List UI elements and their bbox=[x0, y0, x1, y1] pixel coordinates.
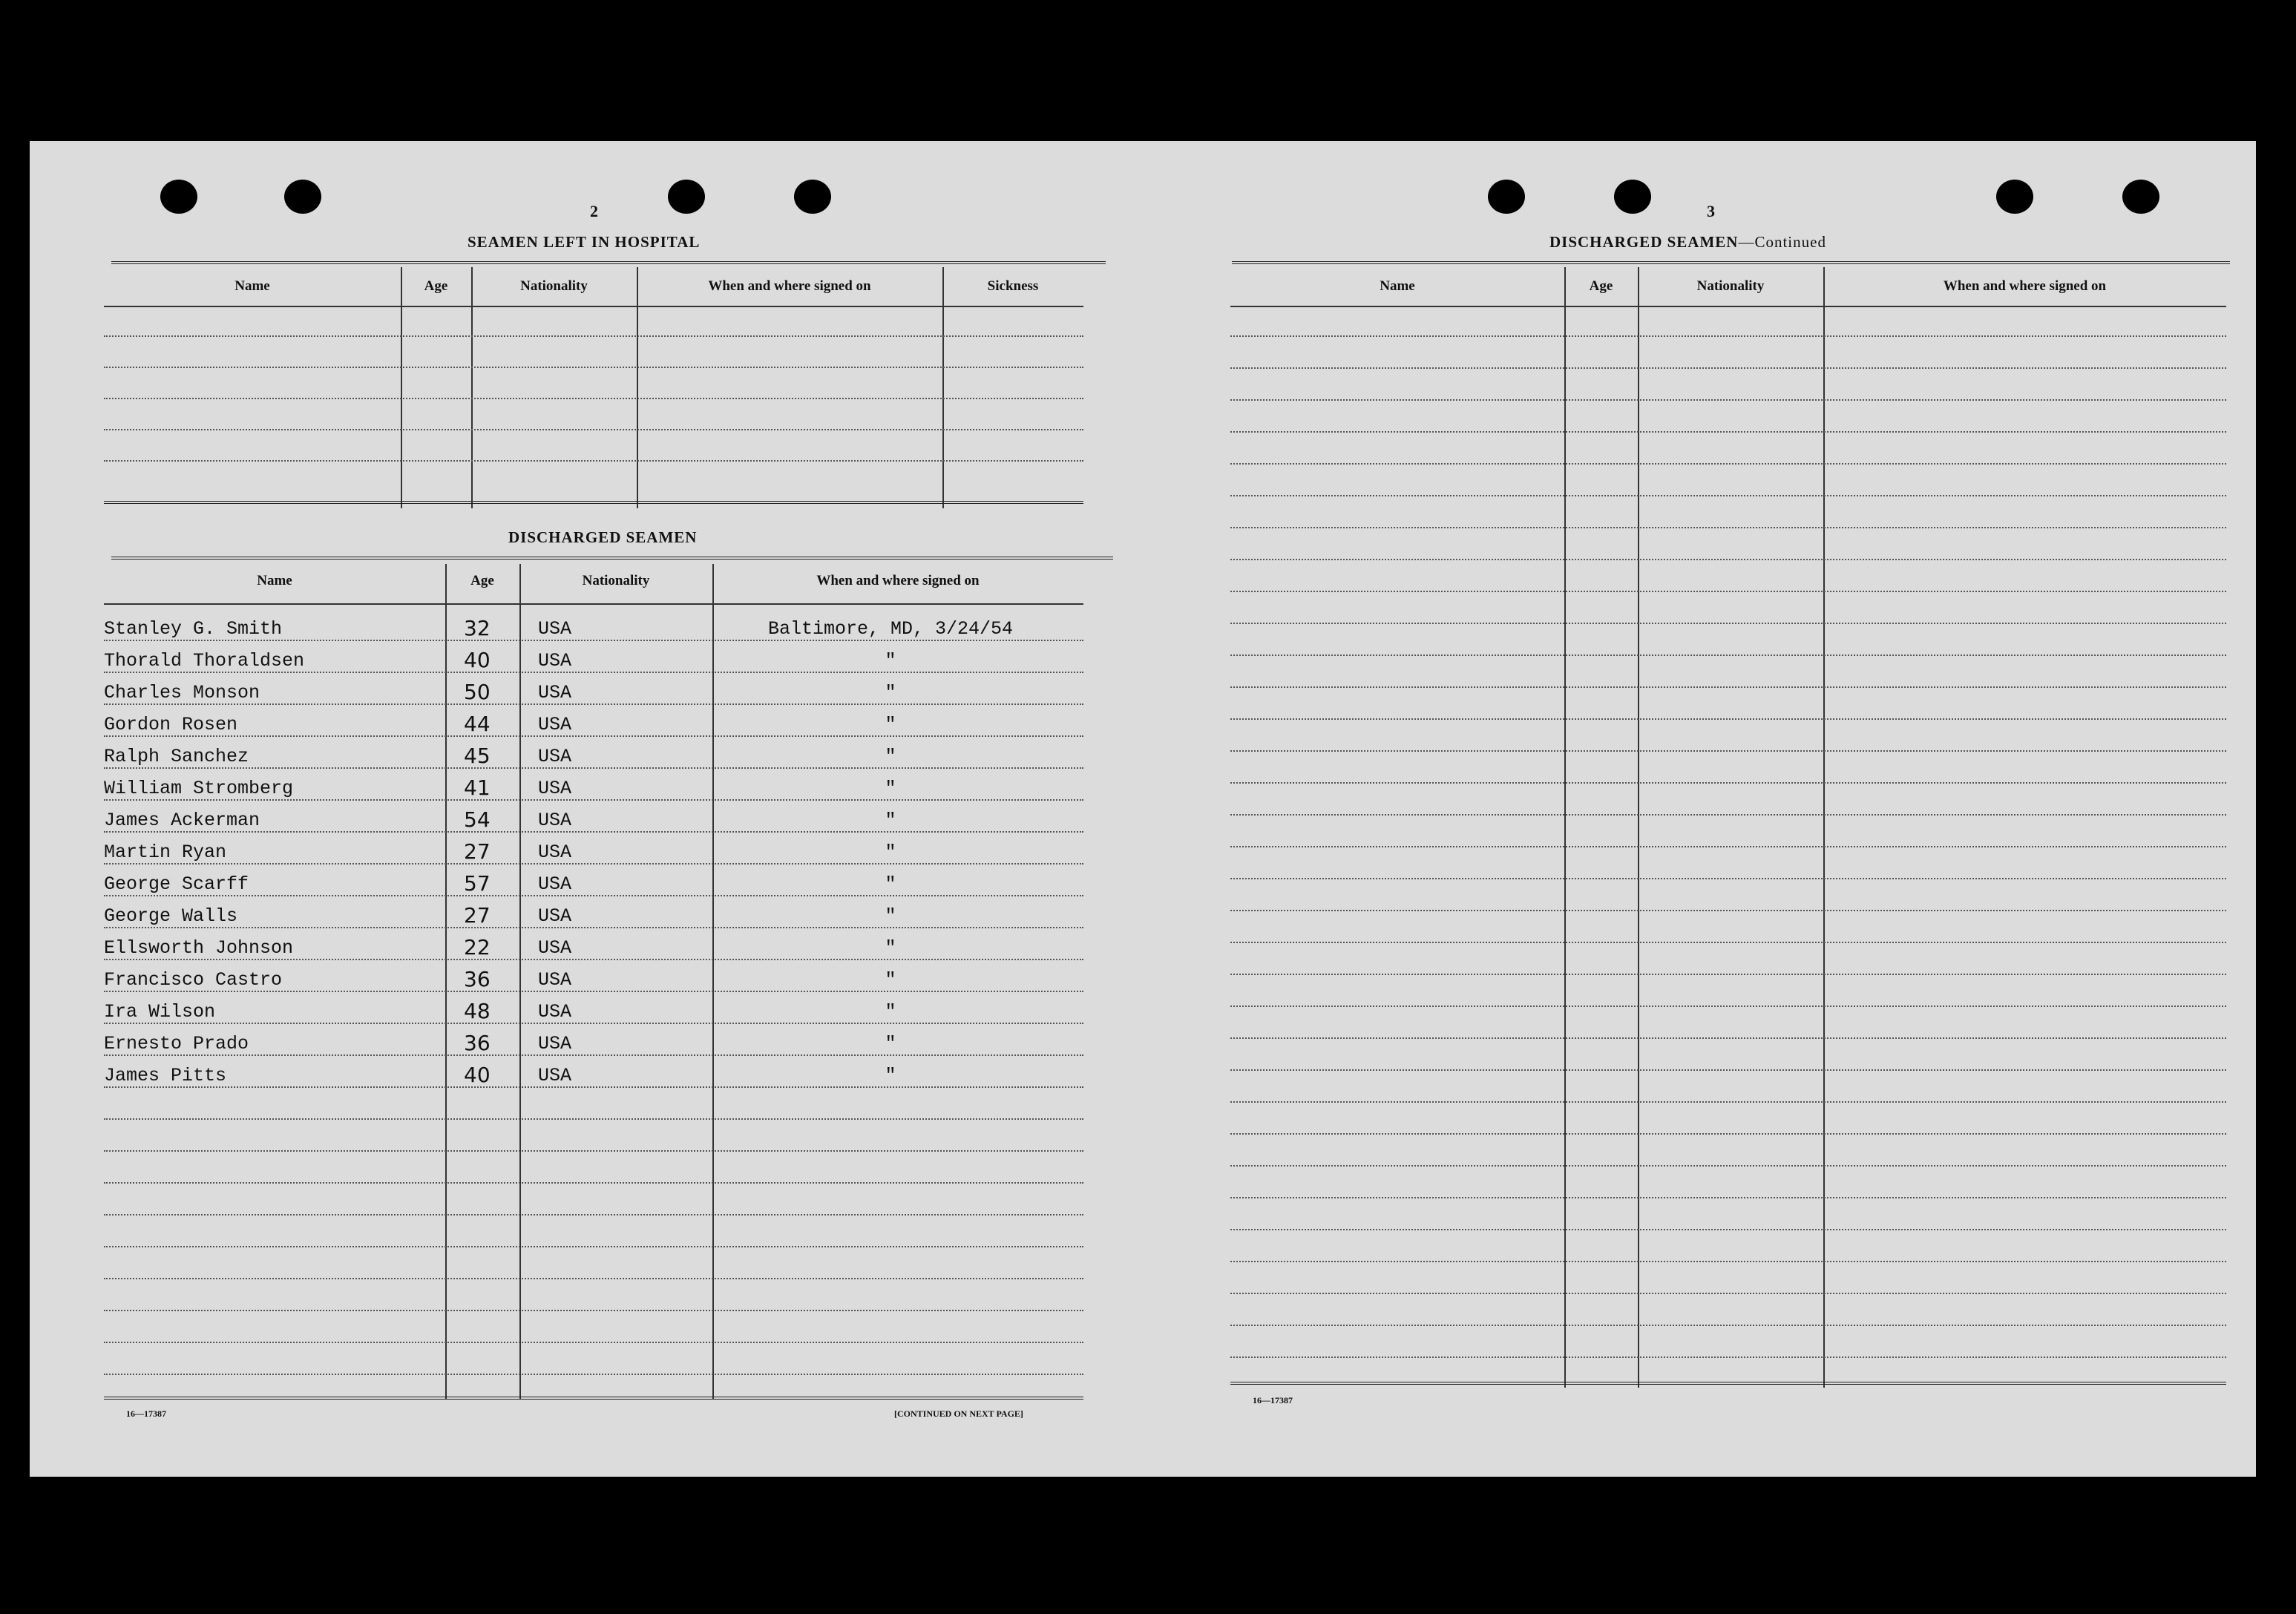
seaman-name: Charles Monson bbox=[104, 682, 260, 703]
seaman-signed-on: " bbox=[885, 746, 896, 767]
row-rule bbox=[104, 1310, 1083, 1311]
seaman-nationality: USA bbox=[538, 1001, 572, 1023]
seaman-age: 50 bbox=[464, 680, 491, 704]
page-number-left: 2 bbox=[590, 202, 598, 220]
form-number-right: 16—17387 bbox=[1253, 1395, 1293, 1405]
seaman-nationality: USA bbox=[538, 937, 572, 959]
row-rule bbox=[104, 398, 1083, 399]
row-rule bbox=[104, 959, 1083, 960]
row-rule bbox=[104, 429, 1083, 430]
row-rule bbox=[104, 1150, 1083, 1152]
row-rule bbox=[1230, 750, 2226, 752]
seaman-name: Ira Wilson bbox=[104, 1001, 216, 1023]
seaman-signed-on: " bbox=[885, 842, 896, 863]
column-header: Age bbox=[424, 278, 448, 294]
seaman-signed-on: " bbox=[885, 873, 896, 895]
seaman-signed-on: " bbox=[885, 1065, 896, 1086]
row-rule bbox=[104, 927, 1083, 928]
punch-hole bbox=[2122, 180, 2159, 214]
row-rule bbox=[104, 1342, 1083, 1343]
seaman-age: 36 bbox=[464, 967, 491, 991]
column-header: When and where signed on bbox=[1943, 278, 2107, 294]
row-rule bbox=[104, 1118, 1083, 1120]
seaman-name: Martin Ryan bbox=[104, 842, 227, 863]
row-rule bbox=[1230, 718, 2226, 720]
punch-hole bbox=[284, 180, 321, 214]
column-header: When and where signed on bbox=[816, 573, 980, 588]
column-divider bbox=[471, 267, 473, 508]
row-rule bbox=[1230, 431, 2226, 433]
column-header: Sickness bbox=[987, 278, 1039, 294]
column-divider bbox=[942, 267, 944, 508]
seaman-nationality: USA bbox=[538, 842, 572, 863]
seaman-age: 54 bbox=[464, 807, 491, 832]
seaman-nationality: USA bbox=[538, 778, 572, 799]
punch-hole bbox=[1614, 180, 1651, 214]
column-header: Nationality bbox=[582, 573, 650, 588]
seaman-name: Ralph Sanchez bbox=[104, 746, 249, 767]
seaman-name: William Stromberg bbox=[104, 778, 294, 799]
row-rule bbox=[104, 1182, 1083, 1184]
row-rule bbox=[1230, 910, 2226, 911]
row-rule bbox=[104, 895, 1083, 896]
seaman-nationality: USA bbox=[538, 873, 572, 895]
continued-note: [CONTINUED ON NEXT PAGE] bbox=[894, 1408, 1023, 1419]
row-rule bbox=[1230, 878, 2226, 879]
column-header: Nationality bbox=[520, 278, 588, 294]
column-header: Name bbox=[1380, 278, 1415, 294]
row-rule bbox=[1230, 655, 2226, 656]
row-rule bbox=[1230, 782, 2226, 784]
seaman-age: 27 bbox=[464, 839, 491, 864]
row-rule bbox=[104, 1278, 1083, 1279]
seaman-nationality: USA bbox=[538, 810, 572, 831]
bottom-rule bbox=[1230, 1382, 2226, 1385]
column-header: Age bbox=[1589, 278, 1613, 294]
row-rule bbox=[1230, 1006, 2226, 1007]
page-number-right: 3 bbox=[1707, 202, 1715, 220]
row-rule bbox=[1230, 591, 2226, 592]
discharged-top-rule bbox=[111, 557, 1113, 560]
column-divider bbox=[445, 564, 447, 1399]
seaman-signed-on: " bbox=[885, 714, 896, 735]
seaman-age: 22 bbox=[464, 935, 491, 959]
row-rule bbox=[1230, 559, 2226, 560]
seaman-nationality: USA bbox=[538, 682, 572, 703]
seaman-signed-on: " bbox=[885, 905, 896, 927]
continued-title-main: DISCHARGED SEAMEN bbox=[1549, 233, 1739, 251]
row-rule bbox=[104, 367, 1083, 368]
continued-top-rule bbox=[1232, 261, 2230, 264]
row-rule bbox=[1230, 1325, 2226, 1326]
seaman-age: 40 bbox=[464, 648, 491, 672]
seaman-nationality: USA bbox=[538, 969, 572, 991]
row-rule bbox=[104, 460, 1083, 462]
row-rule bbox=[104, 335, 1083, 337]
column-divider bbox=[1823, 267, 1825, 1388]
row-rule bbox=[1230, 399, 2226, 401]
row-rule bbox=[1230, 974, 2226, 975]
row-rule bbox=[1230, 1229, 2226, 1230]
punch-hole bbox=[1488, 180, 1525, 214]
row-rule bbox=[104, 735, 1083, 737]
row-rule bbox=[1230, 367, 2226, 369]
header-rule bbox=[104, 306, 1083, 307]
row-rule bbox=[1230, 1357, 2226, 1358]
row-rule bbox=[1230, 1261, 2226, 1262]
seaman-age: 44 bbox=[464, 712, 491, 736]
seaman-nationality: USA bbox=[538, 618, 572, 640]
column-divider bbox=[519, 564, 521, 1399]
hospital-top-rule bbox=[111, 261, 1106, 264]
seaman-name: Ellsworth Johnson bbox=[104, 937, 294, 959]
seaman-age: 27 bbox=[464, 903, 491, 928]
seaman-name: Ernesto Prado bbox=[104, 1033, 249, 1054]
row-rule bbox=[1230, 335, 2226, 337]
seaman-name: Gordon Rosen bbox=[104, 714, 238, 735]
row-rule bbox=[1230, 1197, 2226, 1198]
seaman-nationality: USA bbox=[538, 1065, 572, 1086]
row-rule bbox=[1230, 463, 2226, 465]
column-header: Nationality bbox=[1696, 278, 1765, 294]
row-rule bbox=[1230, 1293, 2226, 1294]
row-rule bbox=[104, 1023, 1083, 1024]
seaman-age: 40 bbox=[464, 1063, 491, 1087]
row-rule bbox=[104, 767, 1083, 769]
seaman-nationality: USA bbox=[538, 746, 572, 767]
form-number-left: 16—17387 bbox=[126, 1408, 166, 1419]
row-rule bbox=[104, 863, 1083, 865]
row-rule bbox=[104, 703, 1083, 705]
row-rule bbox=[1230, 495, 2226, 496]
column-divider bbox=[401, 267, 402, 508]
seaman-age: 57 bbox=[464, 871, 491, 896]
row-rule bbox=[1230, 846, 2226, 847]
punch-hole bbox=[160, 180, 197, 214]
row-rule bbox=[104, 640, 1083, 641]
row-rule bbox=[1230, 1101, 2226, 1103]
seaman-name: James Ackerman bbox=[104, 810, 260, 831]
row-rule bbox=[1230, 623, 2226, 624]
seaman-name: James Pitts bbox=[104, 1065, 227, 1086]
column-divider bbox=[637, 267, 638, 508]
row-rule bbox=[104, 831, 1083, 833]
row-rule bbox=[1230, 1133, 2226, 1135]
seaman-signed-on: " bbox=[885, 1033, 896, 1054]
seaman-age: 36 bbox=[464, 1031, 491, 1055]
hospital-section-title: SEAMEN LEFT IN HOSPITAL bbox=[468, 233, 701, 251]
header-rule bbox=[1230, 306, 2226, 307]
discharged-section-title: DISCHARGED SEAMEN bbox=[508, 528, 698, 546]
seaman-nationality: USA bbox=[538, 1033, 572, 1054]
seaman-signed-on: " bbox=[885, 1001, 896, 1023]
seaman-signed-on: " bbox=[885, 778, 896, 799]
header-rule bbox=[104, 603, 1083, 605]
row-rule bbox=[1230, 1037, 2226, 1039]
continued-section-title bbox=[1549, 233, 1826, 252]
seaman-age: 48 bbox=[464, 999, 491, 1023]
seaman-age: 41 bbox=[464, 775, 491, 800]
bottom-rule bbox=[104, 501, 1083, 504]
seaman-age: 45 bbox=[464, 744, 491, 768]
column-header: Name bbox=[234, 278, 270, 294]
seaman-name: George Walls bbox=[104, 905, 238, 927]
row-rule bbox=[104, 799, 1083, 801]
seaman-signed-on: " bbox=[885, 937, 896, 959]
seaman-signed-on: " bbox=[885, 810, 896, 831]
row-rule bbox=[104, 991, 1083, 992]
row-rule bbox=[104, 672, 1083, 673]
row-rule bbox=[1230, 686, 2226, 688]
seaman-nationality: USA bbox=[538, 905, 572, 927]
row-rule bbox=[1230, 527, 2226, 528]
row-rule bbox=[104, 1374, 1083, 1375]
row-rule bbox=[104, 1086, 1083, 1088]
row-rule bbox=[1230, 942, 2226, 943]
row-rule bbox=[1230, 1069, 2226, 1071]
seaman-signed-on: " bbox=[885, 650, 896, 672]
bottom-rule bbox=[104, 1397, 1083, 1400]
punch-hole bbox=[1996, 180, 2033, 214]
column-header: When and where signed on bbox=[708, 278, 871, 294]
seaman-name: Francisco Castro bbox=[104, 969, 283, 991]
document-sheet bbox=[30, 141, 2256, 1477]
punch-hole bbox=[794, 180, 831, 214]
column-header: Name bbox=[257, 573, 292, 588]
row-rule bbox=[104, 1054, 1083, 1056]
column-header: Age bbox=[470, 573, 494, 588]
column-divider bbox=[712, 564, 714, 1399]
row-rule bbox=[104, 1246, 1083, 1247]
row-rule bbox=[104, 1214, 1083, 1216]
continued-title-suffix: —Continued bbox=[1738, 233, 1826, 251]
punch-hole bbox=[668, 180, 705, 214]
seaman-signed-on: " bbox=[885, 969, 896, 991]
seaman-signed-on: " bbox=[885, 682, 896, 703]
row-rule bbox=[1230, 814, 2226, 816]
seaman-name: George Scarff bbox=[104, 873, 249, 895]
seaman-nationality: USA bbox=[538, 650, 572, 672]
seaman-name: Thorald Thoraldsen bbox=[104, 650, 305, 672]
seaman-signed-on: Baltimore, MD, 3/24/54 bbox=[767, 618, 1014, 640]
column-divider bbox=[1638, 267, 1639, 1388]
seaman-name: Stanley G. Smith bbox=[104, 618, 283, 640]
seaman-age: 32 bbox=[464, 616, 491, 640]
row-rule bbox=[1230, 1165, 2226, 1167]
seaman-nationality: USA bbox=[538, 714, 572, 735]
column-divider bbox=[1564, 267, 1566, 1388]
